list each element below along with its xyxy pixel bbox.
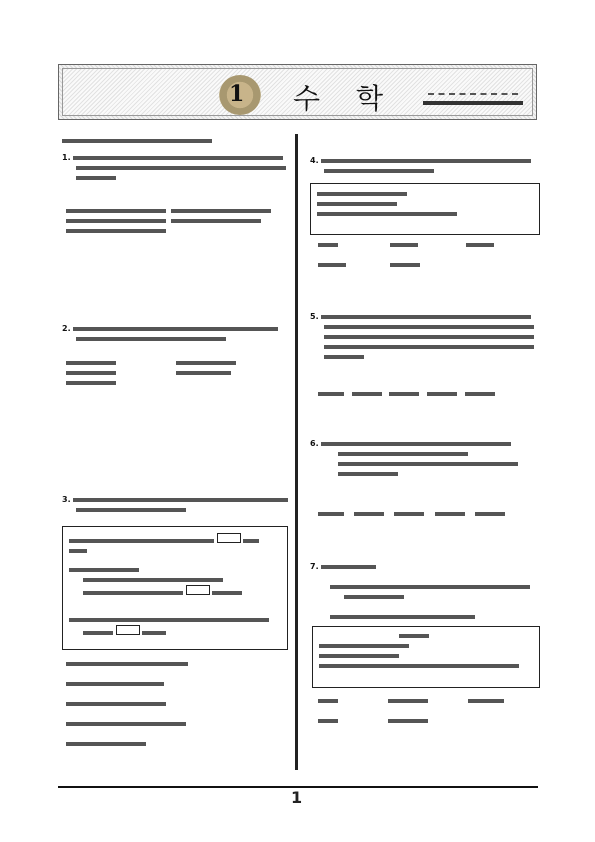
question-3-choices: [66, 659, 188, 749]
question-3-box: [62, 526, 288, 650]
question-4-choices: [318, 240, 494, 270]
question-7: [310, 562, 376, 572]
question-number: 2.: [62, 324, 71, 333]
question-3: [62, 495, 288, 515]
question-number: 1.: [62, 153, 71, 162]
question-7-choices: [318, 696, 504, 726]
header-banner: [58, 64, 537, 120]
question-1: [62, 153, 286, 183]
question-7-prompt: [330, 612, 475, 622]
subject-title: 수학: [293, 82, 420, 115]
question-number: 6.: [310, 439, 319, 448]
box-line-3: [69, 615, 269, 638]
question-7-expression: [330, 582, 530, 602]
question-1-choices: [66, 206, 271, 236]
question-number: 4.: [310, 156, 319, 165]
question-number: 3.: [62, 495, 71, 504]
question-2-choices: [66, 358, 236, 388]
box-line-1: [69, 533, 259, 556]
box-line-2: [69, 565, 242, 598]
question-4-box: [310, 183, 540, 235]
question-6: [310, 439, 518, 479]
header-banner-inner: [62, 68, 533, 116]
name-line-dashed: [428, 93, 518, 95]
question-2: [62, 324, 278, 344]
question-5-choices: [318, 389, 495, 399]
question-4: [310, 156, 531, 176]
grade-number: 1: [229, 81, 245, 107]
column-divider: [295, 134, 298, 770]
section-heading: [62, 136, 212, 146]
question-6-choices: [318, 509, 505, 519]
question-5: [310, 312, 534, 362]
question-number: 5.: [310, 312, 319, 321]
name-line: [423, 101, 523, 105]
question-number: 7.: [310, 562, 319, 571]
page-number: 1: [291, 788, 303, 807]
question-7-box: [312, 626, 540, 688]
